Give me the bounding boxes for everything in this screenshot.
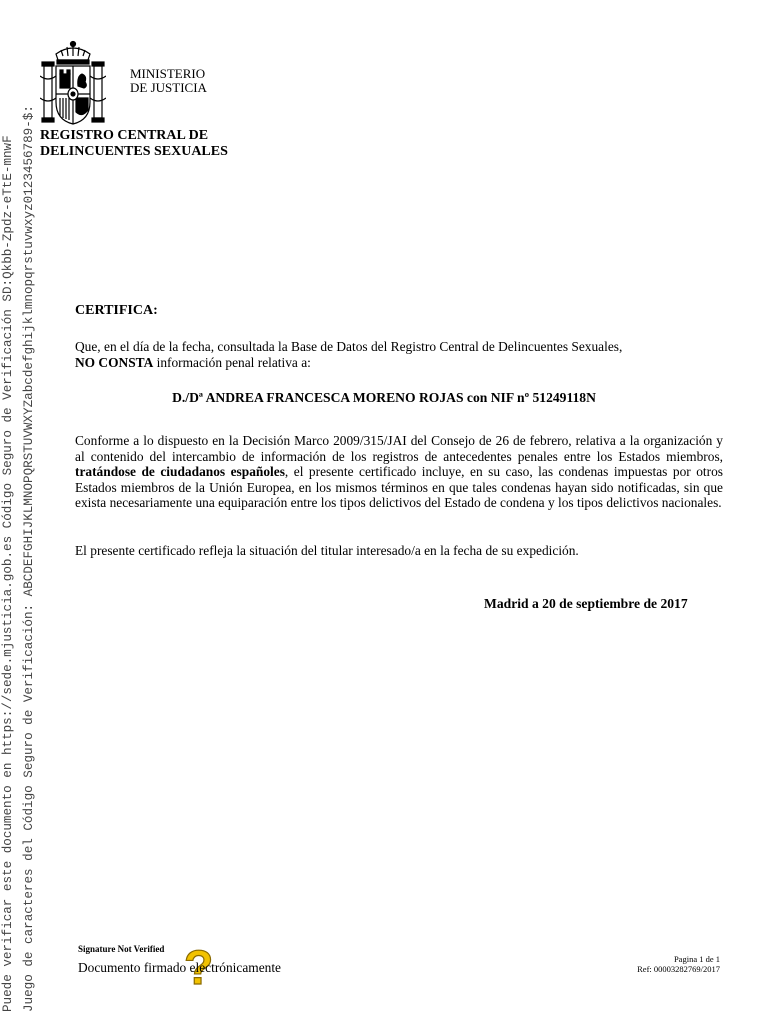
paragraph-1-line-2: [75, 355, 735, 371]
certifica-heading: CERTIFICA:: [75, 303, 158, 318]
subject-name: D./Dª ANDREA FRANCESCA MORENO ROJAS con NIF nº 51249118N: [172, 390, 596, 405]
verification-url-text: Puede verificar este documento en https://sede.mjusticia.gob.es Código Seguro de Verificación SD:Qkbb-Zpdz-eTtE-mnwF: [1, 135, 15, 1012]
verification-charset-text: Juego de caracteres del Código Seguro de Verificación: ABCDEFGHIJKLMNOPQRSTUVWXYZabcdefghijklmnopqrstuvwxyz0123456789-$:: [22, 105, 36, 1012]
no-consta-text: NO CONSTA: [75, 354, 154, 370]
coat-of-arms-logo: [40, 40, 106, 126]
place-and-date: Madrid a 20 de septiembre de 2017: [484, 596, 688, 611]
paragraph-2-start: Conforme a lo dispuesto en la Decisión Marco 2009/315/JAI del Consejo de 26 de febrero, relativa a la organización y al contenido del intercambio de información de los registros de antecedentes penales entre los Estados miembros,: [75, 433, 723, 464]
page-info: Pagina 1 de 1: [673, 954, 720, 964]
paragraph-1-rest: información penal relativa a:: [153, 354, 311, 370]
paragraph-1-line-1: Que, en el día de la fecha, consultada la Base de Datos del Registro Central de Delincuentes Sexuales,: [75, 339, 623, 354]
ministry-line-1: MINISTERIO: [130, 66, 206, 81]
signed-electronically-text: Documento firmado electrónicamente: [78, 960, 282, 975]
signature-status: Signature Not Verified: [78, 944, 165, 954]
paragraph-2-bold: tratándose de ciudadanos españoles: [75, 464, 285, 479]
registry-title-line-1: REGISTRO CENTRAL DE: [40, 128, 209, 143]
paragraph-3: El presente certificado refleja la situación del titular interesado/a en la fecha de su expedición.: [75, 543, 579, 558]
paragraph-1: [75, 339, 735, 370]
ministry-line-2: DE JUSTICIA: [130, 80, 207, 95]
reference-number: Ref: 00003282769/2017: [637, 964, 720, 974]
paragraph-2-end: , el presente certificado incluye, en su caso, las condenas impuestas por otros Estados miembros de la Unión Europea, en los mismos términos en que tales condenas hayan sido notificadas, sin que exista necesariamente una equiparación entre los tipos delictivos del Estado de condena y los tipos delictivos nacionales.: [75, 464, 723, 510]
svg-text:?: ?: [184, 944, 214, 988]
registry-title-line-2: DELINCUENTES SEXUALES: [40, 144, 228, 159]
paragraph-2: [75, 433, 723, 511]
